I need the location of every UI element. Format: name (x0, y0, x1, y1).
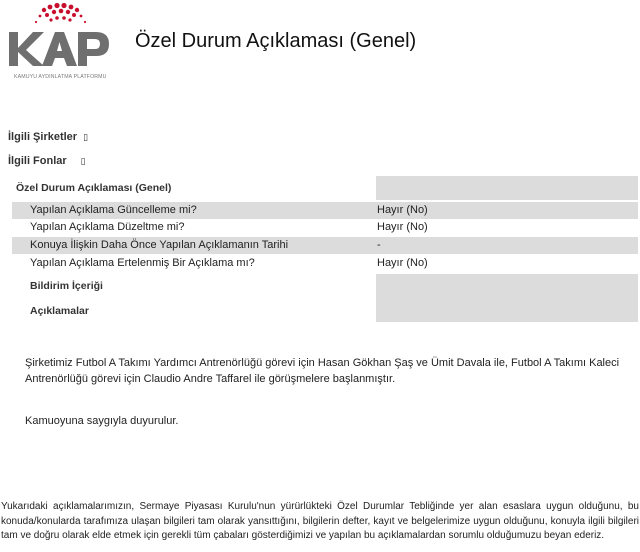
content-label: Bildirim İçeriği (30, 280, 103, 292)
table-row (12, 237, 638, 254)
table-row (12, 219, 638, 236)
kap-logo (6, 2, 112, 84)
row-question: Yapılan Açıklama Ertelenmiş Bir Açıklama mı? (30, 257, 255, 269)
expand-box-icon[interactable]: ▯ (83, 132, 89, 142)
body-paragraph: Kamuoyuna saygıyla duyurulur. (25, 415, 179, 427)
section-title: Özel Durum Açıklaması (Genel) (16, 182, 172, 194)
row-answer: Hayır (No) (377, 221, 428, 233)
related-companies-label: İlgili Şirketler (8, 131, 78, 143)
related-funds-label: İlgili Fonlar (8, 155, 67, 167)
row-answer: Hayır (No) (377, 257, 428, 269)
table-row (12, 255, 638, 272)
section-header-box (376, 176, 638, 200)
disclaimer-text: Yukarıdaki açıklamalarımızın, Sermaye Piyasası Kurulu'nun yürürlükteki Özel Durumlar Tebliğinde yer alan esaslara uygun olduğunu, bu konuda/konularda tarafımıza ulaşan bilgileri tam olarak yansıttığını, bilgilerin defter, kayıt ve belgelerimize uygun olduğunu, konuyla ilgili bilgileri tam ve doğru olarak elde etmek için gerekli tüm çabaları gösterdiğimizi ve yapılan bu açıklamalardan sorumlu olduğumuzu beyan ederiz. (1, 501, 639, 542)
expand-box-icon[interactable]: ▯ (80, 156, 86, 166)
kap-logo-mark (6, 2, 112, 74)
page-title: Özel Durum Açıklaması (Genel) (135, 30, 417, 52)
related-companies[interactable] (8, 131, 88, 143)
row-answer: Hayır (No) (377, 204, 428, 216)
explanations-label: Açıklamalar (30, 305, 89, 317)
related-funds[interactable] (8, 155, 86, 167)
row-answer: - (377, 239, 381, 251)
row-question: Yapılan Açıklama Güncelleme mi? (30, 204, 197, 216)
row-question: Konuya İlişkin Daha Önce Yapılan Açıklamanın Tarihi (30, 239, 289, 251)
row-question: Yapılan Açıklama Düzeltme mi? (30, 221, 185, 233)
content-box (376, 274, 638, 322)
logo-subtitle: KAMUYU AYDINLATMA PLATFORMU (14, 74, 107, 80)
table-row (12, 202, 638, 219)
body-paragraph: Şirketimiz Futbol A Takımı Yardımcı Antrenörlüğü görevi için Hasan Gökhan Şaş ve Ümit Davala ile, Futbol A Takımı Kaleci Antrenörlüğü görevi için Claudio Andre Taffarel ile görüşmelere başlanmıştır. (25, 357, 620, 385)
